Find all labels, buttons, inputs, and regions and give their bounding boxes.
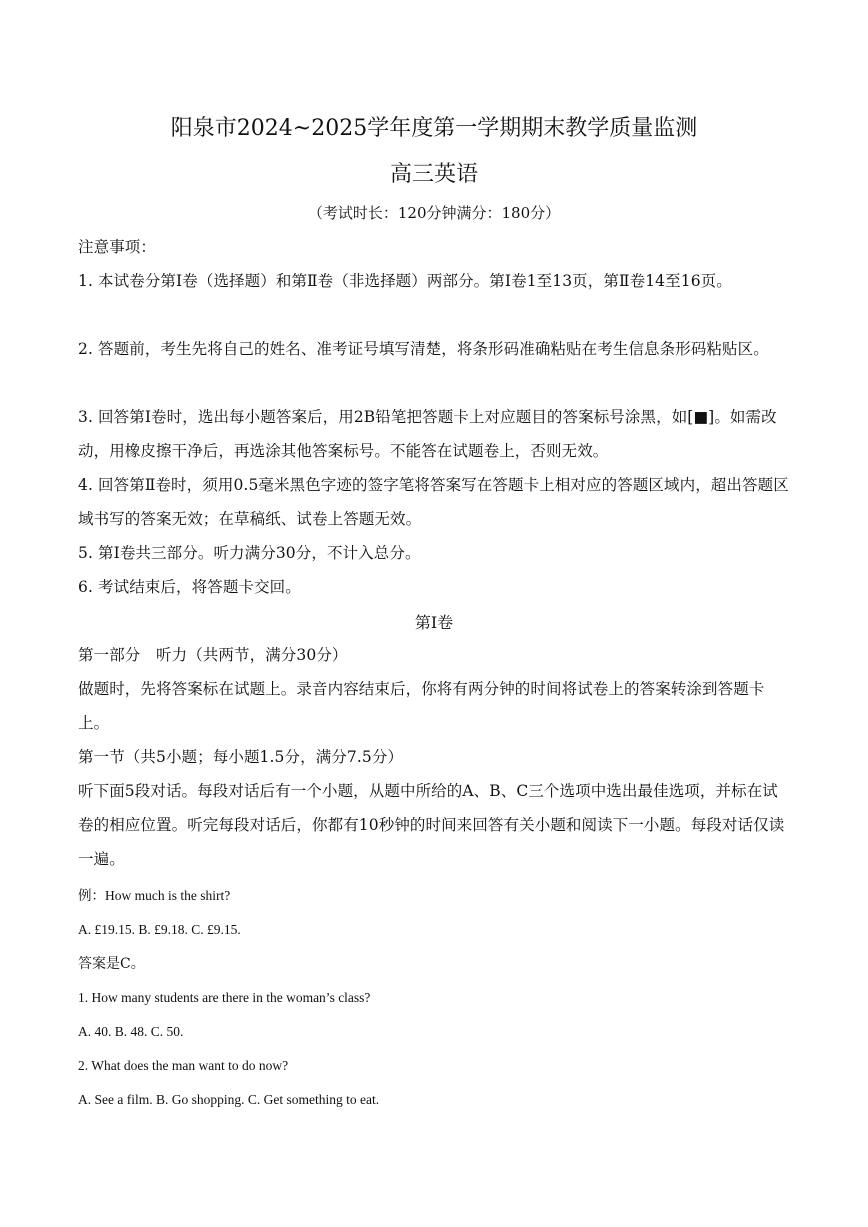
notice-item-1: 1. 本试卷分第Ⅰ卷（选择题）和第Ⅱ卷（非选择题）两部分。第Ⅰ卷1至13页，第Ⅱ卷14至16页。: [78, 272, 732, 290]
notice-heading: 注意事项：: [78, 238, 157, 256]
notice-item-3: 3. 回答第Ⅰ卷时，选出每小题答案后，用2B铅笔把答题卡上对应题目的答案标号涂黑，如[■]。如需改动，用橡皮擦干净后，再选涂其他答案标号。不能答在试题卷上，否则无效。: [78, 408, 777, 460]
part1-instruction: 做题时，先将答案标在试题上。录音内容结束后，你将有两分钟的时间将试卷上的答案转涂到答题卡上。: [78, 680, 765, 732]
notice-item-6: 6. 考试结束后，将答题卡交回。: [78, 578, 301, 596]
question-1: 1. How many students are there in the woman’s class?: [78, 990, 371, 1005]
exam-subject: 高三英语: [389, 162, 478, 187]
question-1-options: A. 40. B. 48. C. 50.: [78, 1024, 184, 1039]
question-2-options: A. See a film. B. Go shopping. C. Get something to eat.: [78, 1092, 380, 1107]
notice-item-4: 4. 回答第Ⅱ卷时，须用0.5毫米黑色字迹的签字笔将答案写在答题卡上相对应的答题区域内，超出答题区域书写的答案无效；在草稿纸、试卷上答题无效。: [78, 476, 789, 528]
part1-heading: 第一部分 听力（共两节，满分30分）: [78, 646, 348, 664]
exam-duration-score: （考试时长：120分钟满分：180分）: [307, 204, 561, 222]
volume-heading: 第Ⅰ卷: [414, 613, 454, 632]
question-2: 2. What does the man want to do now?: [78, 1058, 289, 1073]
notice-item-5: 5. 第Ⅰ卷共三部分。听力满分30分，不计入总分。: [78, 544, 421, 562]
notice-item-2: 2. 答题前，考生先将自己的姓名、准考证号填写清楚，将条形码准确粘贴在考生信息条形码粘贴区。: [78, 340, 769, 358]
exam-title: 阳泉市2024~2025学年度第一学期期末教学质量监测: [170, 116, 698, 141]
section1-heading: 第一节（共5小题；每小题1.5分，满分7.5分）: [78, 748, 404, 766]
example-answer: 答案是C。: [78, 956, 145, 972]
section1-instruction: 听下面5段对话。每段对话后有一个小题，从题中所给的A、B、C三个选项中选出最佳选项，并标在试卷的相应位置。听完每段对话后，你都有10秒钟的时间来回答有关小题和阅读下一小题。每段对话仅读一遍。: [78, 782, 785, 868]
example-options: A. £19.15. B. £9.18. C. £9.15.: [78, 922, 241, 937]
example-question: 例：How much is the shirt?: [78, 888, 231, 903]
